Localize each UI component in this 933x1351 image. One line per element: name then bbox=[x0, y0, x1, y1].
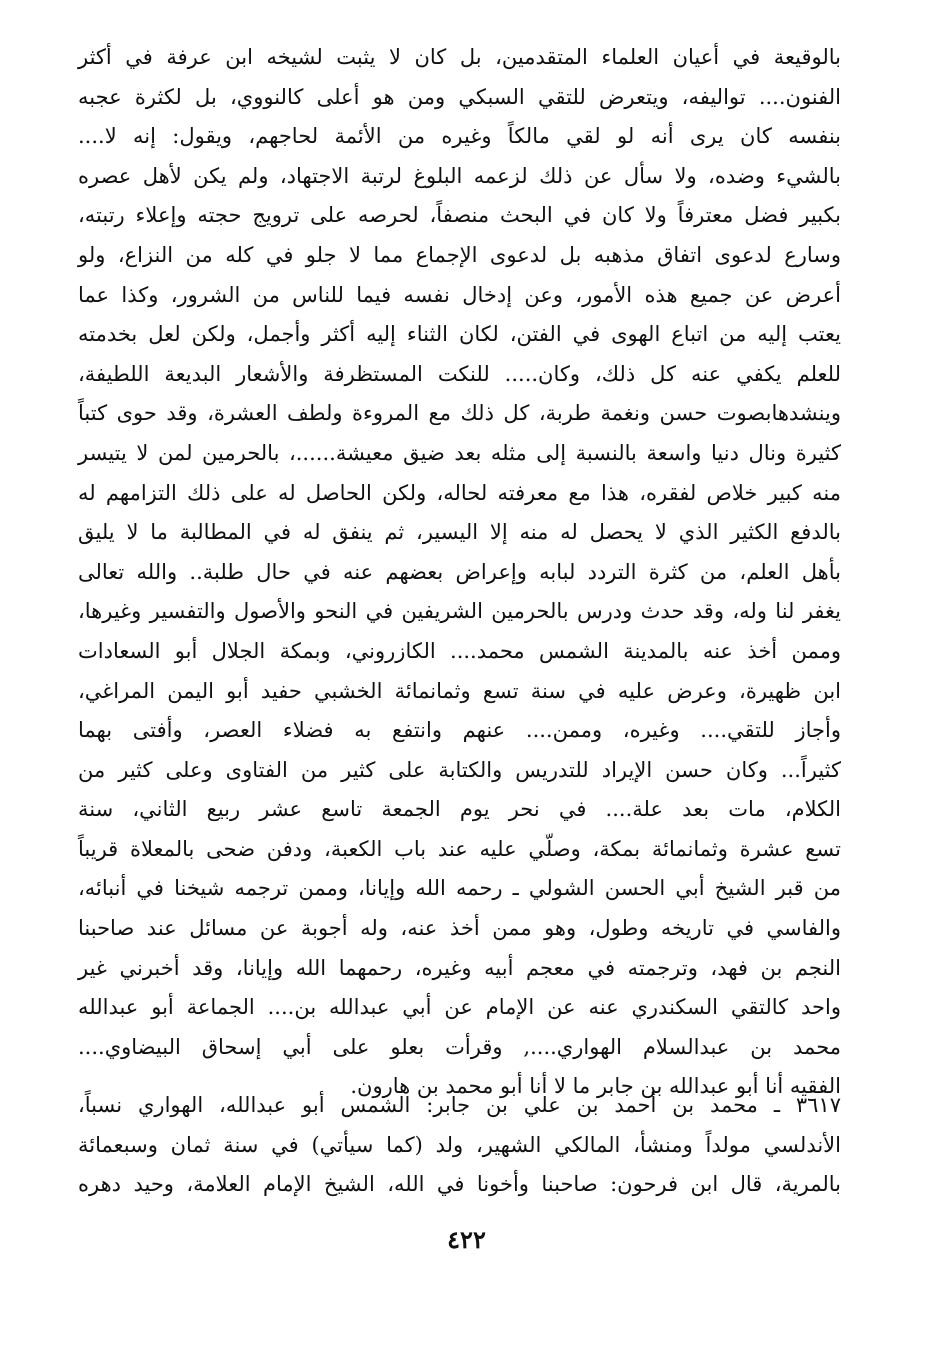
text-line: وممن أخذ عنه بالمدينة الشمس محمد.... الكازروني، وبمكة الجلال أبو السعادات bbox=[78, 638, 841, 663]
text-line: بالمرية، قال ابن فرحون: صاحبنا وأخونا في الله، الشيخ الإمام العلامة، وحيد دهره bbox=[78, 1172, 841, 1197]
text-line: بنفسه كان يرى أنه لو لقي مالكاً وغيره من الأئمة لحاجهم، ويقول: إنه لا.... bbox=[78, 124, 841, 149]
text-line: وأجاز للتقي.... وغيره، وممن.... عنهم وانتفع به فضلاء العصر، وأفتى بهما bbox=[78, 718, 841, 743]
entry-heading-line: ٣٦١٧ ـ محمد بن أحمد بن علي بن جابر: الشمس أبو عبدالله، الهواري نسباً، bbox=[78, 1093, 841, 1117]
text-line: الفقيه أنا أبو عبدالله بن جابر ما لا أنا أبو محمد بن هارون. bbox=[350, 1074, 841, 1099]
text-line: بأهل العلم، من كثرة التردد لبابه وإعراض بعضهم عنه في حال طلبة.. والله تعالى bbox=[78, 559, 841, 584]
text-line: بكبير فضل معترفاً ولا كان في البحث منصفاً، لحرصه على ترويج حجته وإعلاء رتبته، bbox=[78, 203, 841, 228]
text-line: محمد بن عبدالسلام الهواري...., وقرأت بعلو على أبي إسحاق البيضاوي.... bbox=[78, 1034, 841, 1059]
text-line: أعرض عن جميع هذه الأمور، وعن إدخال نفسه فيما للناس من الشرور، وكذا عما bbox=[78, 282, 841, 307]
text-line: من قبر الشيخ أبي الحسن الشولي ـ رحمه الله وإيانا، وممن ترجمه شيخنا في أنبائه، bbox=[78, 876, 841, 901]
text-line: الفنون.... تواليفه، ويتعرض للتقي السبكي ومن هو أعلى كالنووي، بل لكثرة عجبه bbox=[78, 84, 841, 109]
text-line: وينشدهابصوت حسن ونغمة طربة، كل ذلك مع المروءة ولطف العشرة، وقد حوى كتباً bbox=[78, 401, 841, 426]
text-line: بالدفع الكثير الذي لا يحصل له منه إلا اليسير، ثم ينفق له في المطالبة ما لا يليق bbox=[78, 520, 841, 545]
text-line: الكلام، مات بعد علة.... في نحر يوم الجمعة تاسع عشر ربيع الثاني، سنة bbox=[78, 797, 841, 822]
text-line: وسارع لدعوى اتفاق مذهبه بل لدعوى الإجماع مما لا جلو في كله من النزاع، ولو bbox=[78, 242, 841, 267]
text-line: كثيراً... وكان حسن الإيراد للتدريس والكتابة على كثير من الفتاوى وعلى كثير من bbox=[78, 757, 841, 782]
text-line: النجم بن فهد، وترجمته في معجم أبيه وغيره، رحمهما الله وإيانا، وقد أخبرني غير bbox=[78, 955, 841, 980]
text-line: ابن ظهيرة، وعرض عليه في سنة تسع وثمانمائة الخشبي حفيد أبو اليمن المراغي، bbox=[78, 678, 841, 703]
text-line: والفاسي في تاريخه وطول، وهو ممن أخذ عنه، وله أجوبة عن مسائل عند صاحبنا bbox=[78, 916, 841, 941]
text-line: منه كبير خلاص لفقره، هذا مع معرفته لحاله، ولكن الحاصل له على ذلك التزامهم له bbox=[78, 480, 841, 505]
text-line: واحد كالتقي السكندري عنه عن الإمام عن أبي عبدالله بن.... الجماعة أبو عبدالله bbox=[78, 995, 841, 1020]
text-line: للعلم يكفي عنه كل ذلك، وكان..... للنكت المستظرفة والأشعار البديعة اللطيفة، bbox=[78, 361, 841, 386]
text-line: تسع عشرة وثمانمائة بمكة، وصلّي عليه عند باب الكعبة، ودفن ضحى بالمعلاة قريباً bbox=[78, 836, 841, 861]
text-line: بالشيء وضده، ولا سأل عن ذلك لزعمه البلوغ لرتبة الاجتهاد، ولم يكن لأهل عصره bbox=[78, 163, 841, 188]
text-line: يغفر لنا وله، وقد حدث ودرس بالحرمين الشريفين في النحو والأصول والتفسير وغيرها، bbox=[78, 599, 841, 624]
text-line: الأندلسي مولداً ومنشأ، المالكي الشهير، ولد (كما سيأتي) في سنة ثمان وسبعمائة bbox=[78, 1132, 841, 1157]
text-block-entry-3617 bbox=[78, 1086, 841, 1205]
text-line: كثيرة ونال دنيا واسعة بالنسبة إلى مثله بعد ضيق معيشة......، بالحرمين لمن لا يتيسر bbox=[78, 440, 841, 465]
text-block-previous-entry bbox=[78, 38, 841, 1107]
text-line: بالوقيعة في أعيان العلماء المتقدمين، بل كان لا يثبت لشيخه ابن عرفة في أكثر bbox=[78, 45, 841, 69]
page-number: ٤٢٢ bbox=[447, 1225, 486, 1254]
text-line: يعتب إليه من اتباع الهوى في الفتن، لكان الثناء إليه أكثر وأجمل، ولكن لعل بخدمته bbox=[78, 322, 841, 347]
